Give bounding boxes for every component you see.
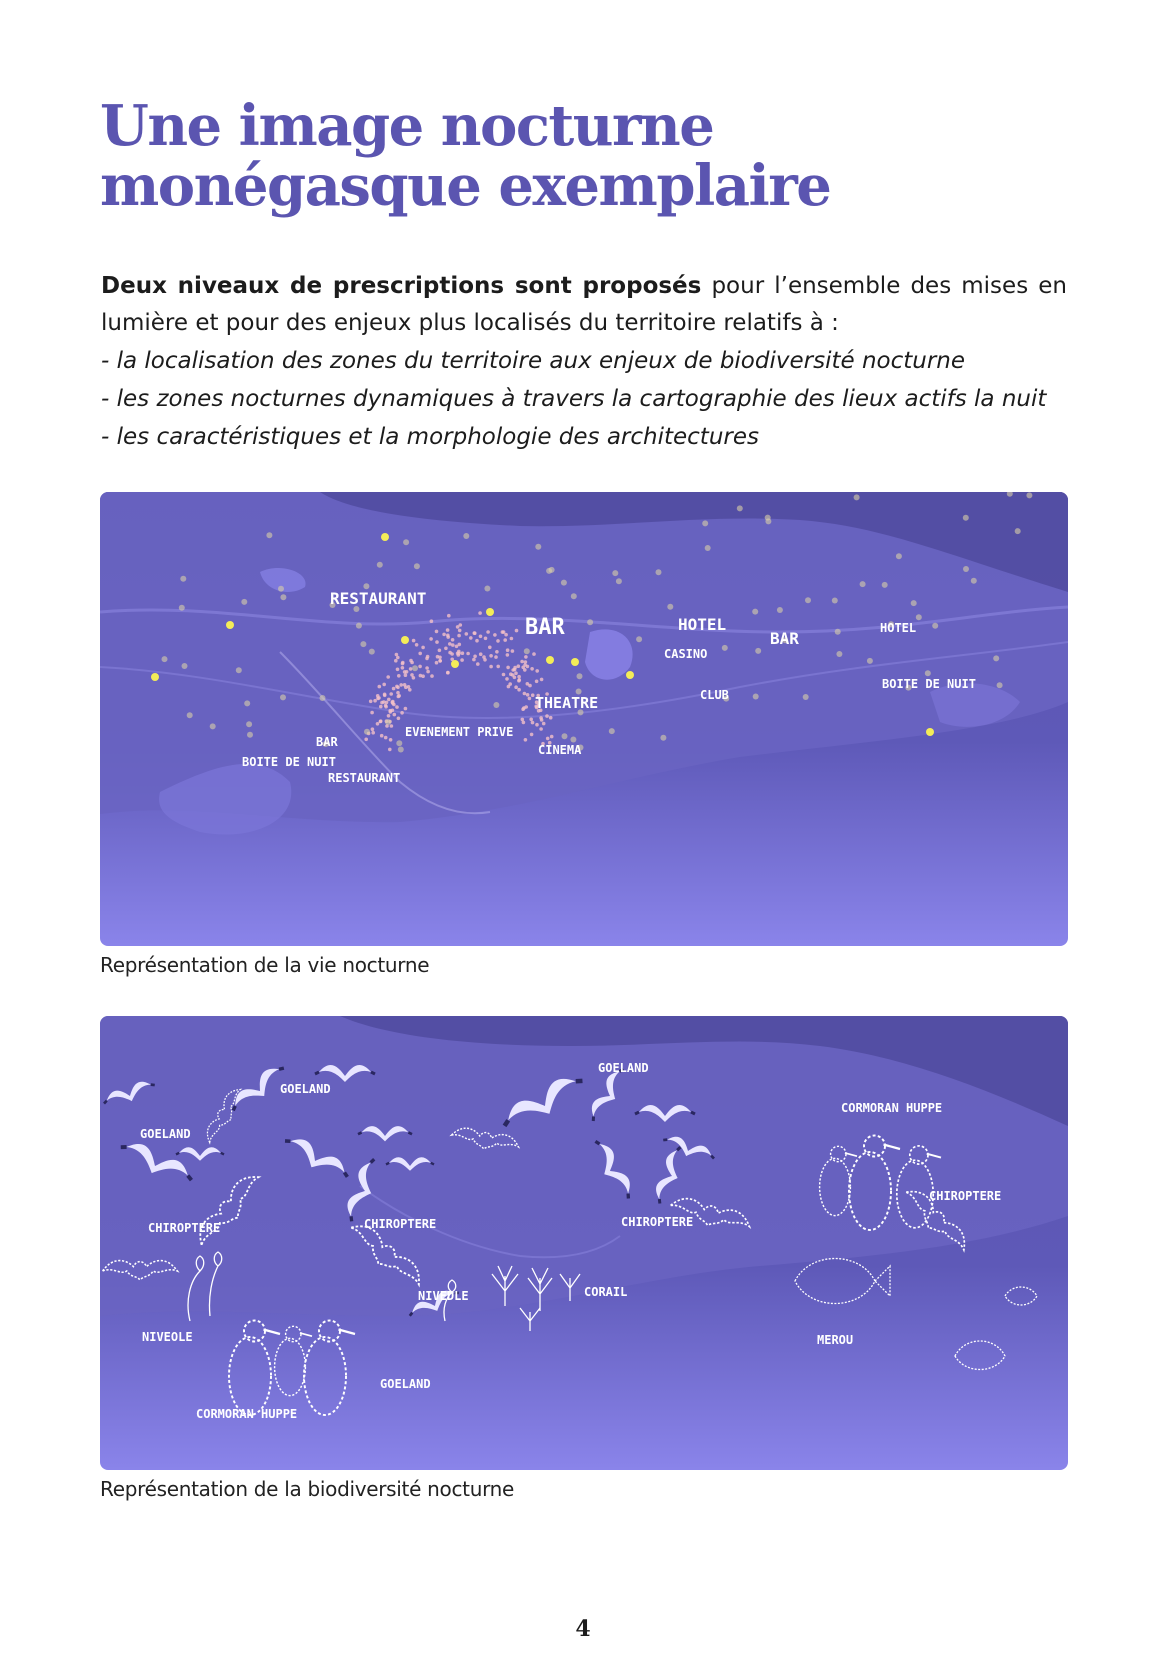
light-point xyxy=(403,539,409,545)
light-point xyxy=(545,714,549,718)
light-point xyxy=(409,659,413,663)
light-point xyxy=(403,683,407,687)
light-point xyxy=(997,682,1003,688)
light-point xyxy=(667,604,673,610)
light-point xyxy=(636,636,642,642)
light-point xyxy=(356,623,362,629)
light-point xyxy=(496,665,500,669)
light-point xyxy=(466,652,470,656)
label-bar: BAR xyxy=(770,629,799,648)
light-point xyxy=(514,685,518,689)
light-point xyxy=(546,656,554,664)
light-point xyxy=(412,665,418,671)
light-point xyxy=(493,633,497,637)
biodiversity-map xyxy=(100,1016,1068,1470)
light-point xyxy=(404,707,408,711)
label-bar: BAR xyxy=(316,735,338,749)
label-restaurant: RESTAURANT xyxy=(328,771,401,785)
light-point xyxy=(451,660,459,668)
light-point xyxy=(457,634,461,638)
light-point xyxy=(532,652,536,656)
light-point xyxy=(446,628,450,632)
light-point xyxy=(364,729,370,735)
label-nightclub: BOITE DE NUIT xyxy=(882,677,976,691)
light-point xyxy=(501,630,505,634)
light-point xyxy=(1015,528,1021,534)
light-point xyxy=(517,664,521,668)
light-point xyxy=(524,705,528,709)
light-point xyxy=(484,637,488,641)
light-point xyxy=(430,619,434,623)
light-point xyxy=(226,621,234,629)
light-point xyxy=(515,629,519,633)
light-point xyxy=(882,582,888,588)
light-point xyxy=(371,731,375,735)
light-point xyxy=(376,697,380,701)
light-point xyxy=(399,683,403,687)
label-hotel: HOTEL xyxy=(880,621,917,635)
light-point xyxy=(460,658,464,662)
light-point xyxy=(384,704,388,708)
light-point xyxy=(389,738,393,742)
light-point xyxy=(494,655,498,659)
light-point xyxy=(616,578,622,584)
light-point xyxy=(540,678,544,682)
light-point xyxy=(388,748,392,752)
label-coral: CORAIL xyxy=(584,1285,628,1299)
light-point xyxy=(803,694,809,700)
light-point xyxy=(502,673,506,677)
light-point xyxy=(278,586,284,592)
light-point xyxy=(244,700,250,706)
light-point xyxy=(473,631,477,635)
light-point xyxy=(280,694,286,700)
light-point xyxy=(535,723,539,727)
light-point xyxy=(520,660,524,664)
light-point xyxy=(401,636,409,644)
light-point xyxy=(523,668,527,672)
intro-bullet-list xyxy=(101,342,1067,456)
light-point xyxy=(435,640,439,644)
light-point xyxy=(765,515,771,521)
label-snowdrop: NIVEDLE xyxy=(418,1289,469,1303)
light-point xyxy=(458,629,462,633)
light-point xyxy=(530,733,534,737)
light-point xyxy=(389,692,393,696)
light-point xyxy=(489,665,493,669)
light-point xyxy=(867,658,873,664)
light-point xyxy=(484,586,490,592)
biodiversity-map-illustration xyxy=(100,1016,1068,1470)
intro-lead-rest: pour l’ensemble des mises en lumière et pour des enjeux plus localisés du territoire relatifs à : xyxy=(101,273,1067,336)
label-seagull: GOELAND xyxy=(140,1127,191,1141)
light-point xyxy=(247,732,253,738)
light-point xyxy=(609,728,615,734)
light-point xyxy=(483,658,487,662)
intro-bullet: - la localisation des zones du territoire aux enjeux de biodiversité nocturne xyxy=(101,348,966,374)
light-point xyxy=(524,655,528,659)
light-point xyxy=(488,646,492,650)
light-point xyxy=(180,576,186,582)
intro-bullet: - les caractéristiques et la morphologie des architectures xyxy=(101,424,759,450)
light-point xyxy=(496,639,500,643)
light-point xyxy=(860,581,866,587)
light-point xyxy=(805,597,811,603)
light-point xyxy=(486,630,490,634)
light-point xyxy=(383,694,387,698)
label-cinema: CINEMA xyxy=(538,743,582,757)
label-nightclub: BOITE DE NUIT xyxy=(242,755,336,769)
light-point xyxy=(396,668,400,672)
page-number: 4 xyxy=(575,1616,591,1642)
nightlife-caption: Représentation de la vie nocturne xyxy=(100,953,430,977)
light-point xyxy=(546,568,552,574)
light-point xyxy=(505,677,509,681)
light-point xyxy=(702,520,708,526)
light-point xyxy=(539,716,543,720)
label-snowdrop: NIVEOLE xyxy=(142,1330,193,1344)
light-point xyxy=(182,663,188,669)
label-bat: CHIROPTERE xyxy=(148,1221,221,1235)
light-point xyxy=(755,648,761,654)
light-point xyxy=(528,697,532,701)
label-private-event: EVENEMENT PRIVE xyxy=(405,725,514,739)
light-point xyxy=(911,600,917,606)
light-point xyxy=(419,674,423,678)
light-point xyxy=(370,711,374,715)
light-point xyxy=(397,695,401,699)
light-point xyxy=(506,653,510,657)
light-point xyxy=(447,614,451,618)
light-point xyxy=(210,723,216,729)
light-point xyxy=(364,738,368,742)
label-cormorant: CORMORAN HUPPE xyxy=(196,1407,298,1421)
light-point xyxy=(418,665,422,669)
light-point xyxy=(436,655,440,659)
light-point xyxy=(753,694,759,700)
light-point xyxy=(546,737,550,741)
light-point xyxy=(504,633,508,637)
light-point xyxy=(438,659,442,663)
light-point xyxy=(612,570,618,576)
light-point xyxy=(401,661,405,665)
light-point xyxy=(475,639,479,643)
light-point xyxy=(397,717,401,721)
light-point xyxy=(444,647,448,651)
light-point xyxy=(410,673,414,677)
light-point xyxy=(407,685,411,689)
label-bat: CHIROPTERE xyxy=(364,1217,437,1231)
light-point xyxy=(385,719,391,725)
light-point xyxy=(722,645,728,651)
title-line-2: monégasque exemplaire xyxy=(100,153,831,219)
light-point xyxy=(401,666,405,670)
light-point xyxy=(737,505,743,511)
label-cormorant: CORMORAN HUPPE xyxy=(841,1101,943,1115)
light-point xyxy=(280,594,286,600)
light-point xyxy=(179,605,185,611)
light-point xyxy=(435,630,439,634)
light-point xyxy=(379,719,383,723)
light-point xyxy=(404,673,408,677)
light-point xyxy=(394,659,398,663)
label-grouper: MEROU xyxy=(817,1333,854,1347)
light-point xyxy=(162,656,168,662)
light-point xyxy=(529,718,533,722)
light-point xyxy=(459,623,463,627)
light-point xyxy=(418,652,422,656)
page-title xyxy=(100,93,831,219)
light-point xyxy=(521,718,525,722)
light-point xyxy=(526,682,530,686)
intro-paragraph xyxy=(101,268,1067,342)
light-point xyxy=(993,655,999,661)
light-point xyxy=(390,724,394,728)
light-point xyxy=(479,635,483,639)
light-point xyxy=(571,658,579,666)
nightlife-map-illustration xyxy=(100,492,1068,946)
light-point xyxy=(378,685,382,689)
light-point xyxy=(425,666,429,670)
light-point xyxy=(561,580,567,586)
light-point xyxy=(396,691,400,695)
label-restaurant: RESTAURANT xyxy=(330,589,427,608)
light-point xyxy=(518,678,522,682)
light-point xyxy=(386,675,390,679)
light-point xyxy=(429,637,433,641)
light-point xyxy=(896,553,902,559)
light-point xyxy=(398,747,404,753)
light-point xyxy=(421,646,425,650)
light-point xyxy=(380,734,384,738)
light-point xyxy=(414,563,420,569)
label-seagull: GOELAND xyxy=(598,1061,649,1075)
light-point xyxy=(535,544,541,550)
light-point xyxy=(415,643,419,647)
light-point xyxy=(396,740,402,746)
light-point xyxy=(523,663,527,667)
nightlife-map xyxy=(100,492,1068,946)
light-point xyxy=(381,533,389,541)
light-point xyxy=(388,709,392,713)
light-point xyxy=(446,634,450,638)
light-point xyxy=(187,712,193,718)
light-point xyxy=(442,633,446,637)
light-point xyxy=(392,687,396,691)
light-point xyxy=(476,662,480,666)
light-point xyxy=(513,676,517,680)
light-point xyxy=(549,716,553,720)
light-point xyxy=(397,674,401,678)
light-point xyxy=(513,668,517,672)
label-casino: CASINO xyxy=(664,647,708,661)
light-point xyxy=(457,653,461,657)
light-point xyxy=(371,727,375,731)
light-point xyxy=(526,693,530,697)
light-point xyxy=(461,651,465,655)
light-point xyxy=(236,667,242,673)
light-point xyxy=(395,705,399,709)
light-point xyxy=(395,653,399,657)
light-point xyxy=(509,672,513,676)
light-point xyxy=(463,533,469,539)
light-point xyxy=(926,728,934,736)
light-point xyxy=(425,657,429,661)
light-point xyxy=(1026,492,1032,498)
label-seagull: GOELAND xyxy=(380,1377,431,1391)
light-point xyxy=(523,692,527,696)
light-point xyxy=(451,638,455,642)
light-point xyxy=(246,721,252,727)
label-bat: CHIROPTERE xyxy=(621,1215,694,1229)
light-point xyxy=(705,545,711,551)
light-point xyxy=(506,666,510,670)
light-point xyxy=(656,569,662,575)
light-point xyxy=(369,649,375,655)
light-point xyxy=(472,658,476,662)
light-point xyxy=(524,738,528,742)
light-point xyxy=(377,562,383,568)
light-point xyxy=(426,670,430,674)
light-point xyxy=(387,714,391,718)
light-point xyxy=(626,671,634,679)
light-point xyxy=(577,673,583,679)
light-point xyxy=(508,682,512,686)
light-point xyxy=(925,670,931,676)
light-point xyxy=(517,688,521,692)
light-point xyxy=(503,638,507,642)
light-point xyxy=(963,566,969,572)
light-point xyxy=(531,693,535,697)
light-point xyxy=(396,686,400,690)
light-point xyxy=(854,494,860,500)
light-point xyxy=(514,671,518,675)
light-point xyxy=(752,609,758,615)
light-point xyxy=(478,611,482,615)
light-point xyxy=(517,675,521,679)
title-line-1: Une image nocturne xyxy=(100,93,714,159)
light-point xyxy=(151,673,159,681)
label-theatre: THEATRE xyxy=(535,694,599,712)
label-club: CLUB xyxy=(700,688,729,702)
light-point xyxy=(932,623,938,629)
light-point xyxy=(469,636,473,640)
light-point xyxy=(451,643,455,647)
light-point xyxy=(493,702,499,708)
light-point xyxy=(465,632,469,636)
light-point xyxy=(435,661,439,665)
intro-bullet: - les zones nocturnes dynamiques à travers la cartographie des lieux actifs la nuit xyxy=(101,386,1047,412)
light-point xyxy=(391,700,395,704)
intro-text xyxy=(101,268,1067,456)
light-point xyxy=(562,733,568,739)
light-point xyxy=(412,639,416,643)
light-point xyxy=(535,669,539,673)
light-point xyxy=(380,701,384,705)
light-point xyxy=(387,698,391,702)
light-point xyxy=(542,722,546,726)
light-point xyxy=(836,651,842,657)
light-point xyxy=(376,722,380,726)
label-hotel: HOTEL xyxy=(678,615,727,634)
light-point xyxy=(405,670,409,674)
light-point xyxy=(409,667,413,671)
light-point xyxy=(266,532,272,538)
biodiversity-caption: Représentation de la biodiversité nocturne xyxy=(100,1477,515,1501)
light-point xyxy=(241,599,247,605)
label-bat: CHIROPTERE xyxy=(929,1189,1002,1203)
light-point xyxy=(539,727,543,731)
light-point xyxy=(320,695,326,701)
light-point xyxy=(530,667,534,671)
light-point xyxy=(971,578,977,584)
light-point xyxy=(511,649,515,653)
light-point xyxy=(916,614,922,620)
light-point xyxy=(473,655,477,659)
light-point xyxy=(489,654,493,658)
light-point xyxy=(510,637,514,641)
light-point xyxy=(531,721,535,725)
intro-lead-bold: Deux niveaux de prescriptions sont proposés xyxy=(101,273,702,299)
light-point xyxy=(373,699,377,703)
light-point xyxy=(777,607,783,613)
light-point xyxy=(495,650,499,654)
light-point xyxy=(369,700,373,704)
light-point xyxy=(570,737,576,743)
light-point xyxy=(506,648,510,652)
light-point xyxy=(446,671,450,675)
light-point xyxy=(438,649,442,653)
light-point xyxy=(963,515,969,521)
light-point xyxy=(360,641,366,647)
light-point xyxy=(382,683,386,687)
light-point xyxy=(486,608,494,616)
light-point xyxy=(379,705,383,709)
light-point xyxy=(448,651,452,655)
light-point xyxy=(384,736,388,740)
light-point xyxy=(479,652,483,656)
light-point xyxy=(835,629,841,635)
light-point xyxy=(587,619,593,625)
light-point xyxy=(550,735,554,739)
light-point xyxy=(524,648,530,654)
light-point xyxy=(393,713,397,717)
light-point xyxy=(400,711,404,715)
label-bar: BAR xyxy=(525,615,565,640)
light-point xyxy=(832,598,838,604)
light-point xyxy=(660,735,666,741)
light-point xyxy=(455,645,459,649)
light-point xyxy=(535,680,539,684)
light-point xyxy=(430,674,434,678)
light-point xyxy=(571,593,577,599)
label-seagull: GOELAND xyxy=(280,1082,331,1096)
